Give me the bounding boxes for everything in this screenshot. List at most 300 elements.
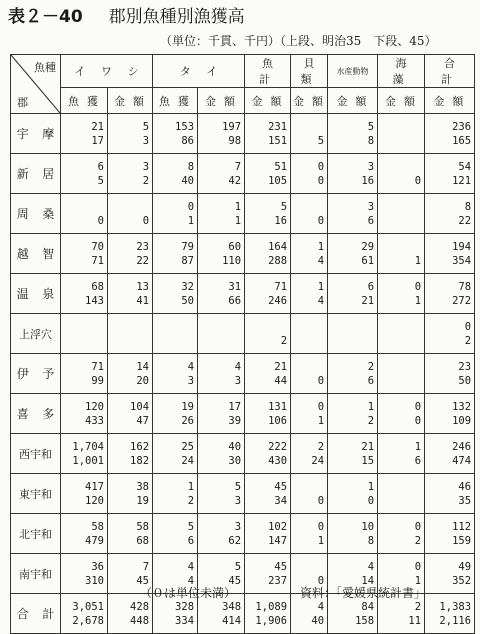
value-lower: 22 bbox=[458, 214, 472, 227]
subheader-amount: 金 額 bbox=[378, 88, 425, 114]
value-cell bbox=[328, 154, 378, 194]
value-upper: 71 bbox=[91, 360, 104, 373]
value-upper: 4 bbox=[317, 600, 325, 613]
value-upper: 1,383 bbox=[439, 600, 472, 613]
value-cell bbox=[328, 434, 378, 474]
fishery-table bbox=[10, 54, 475, 634]
value-lower: 106 bbox=[268, 414, 288, 427]
header-shellfish: 貝 類 bbox=[291, 55, 328, 88]
value-cell bbox=[61, 394, 108, 434]
value-lower bbox=[378, 374, 421, 388]
value-upper: 19 bbox=[181, 400, 195, 413]
value-lower: 0 bbox=[97, 214, 104, 227]
value-upper: 1 bbox=[317, 240, 325, 253]
value-upper: 0 bbox=[317, 520, 325, 533]
value-upper: 1 bbox=[367, 400, 375, 413]
value-lower: 21 bbox=[361, 294, 375, 307]
value-upper: 4 bbox=[187, 560, 195, 573]
table-body bbox=[11, 114, 475, 634]
subheader-catch: 魚 獲 bbox=[61, 88, 108, 114]
value-cell bbox=[328, 354, 378, 394]
value-lower: 3 bbox=[234, 494, 242, 507]
value-upper: 2 bbox=[317, 440, 325, 453]
value-lower: 2 bbox=[367, 414, 375, 427]
value-upper: 0 bbox=[464, 320, 472, 333]
table-title bbox=[8, 4, 478, 30]
value-cell bbox=[153, 234, 198, 274]
value-cell bbox=[198, 234, 245, 274]
source-note: 資料：「愛媛県統計書」 bbox=[300, 586, 427, 600]
value-upper: 1 bbox=[234, 200, 242, 213]
corner-cell bbox=[11, 55, 61, 114]
value-lower: 15 bbox=[361, 454, 375, 467]
value-cell bbox=[245, 194, 291, 234]
district-name: 北宇和 bbox=[11, 514, 61, 554]
value-lower: 35 bbox=[458, 494, 472, 507]
value-lower: 34 bbox=[274, 494, 288, 507]
value-upper: 0 bbox=[414, 520, 422, 533]
value-upper: 45 bbox=[274, 560, 288, 573]
value-lower: 71 bbox=[91, 254, 104, 267]
header-row-categories bbox=[11, 55, 475, 88]
value-cell bbox=[378, 314, 425, 354]
value-lower bbox=[291, 334, 324, 348]
value-lower: 121 bbox=[452, 174, 472, 187]
value-lower: 4 bbox=[187, 574, 195, 587]
value-cell bbox=[108, 154, 153, 194]
value-upper: 21 bbox=[274, 360, 288, 373]
value-upper bbox=[291, 480, 324, 494]
value-cell bbox=[198, 354, 245, 394]
value-lower: 1 bbox=[187, 214, 195, 227]
value-upper: 14 bbox=[136, 360, 150, 373]
value-cell bbox=[378, 194, 425, 234]
district-name: 伊 予 bbox=[11, 354, 61, 394]
value-cell bbox=[153, 474, 198, 514]
value-lower: 237 bbox=[268, 574, 288, 587]
value-lower bbox=[378, 214, 421, 228]
value-cell bbox=[153, 194, 198, 234]
district-row bbox=[11, 234, 475, 274]
value-lower: 40 bbox=[311, 614, 325, 627]
value-upper: 78 bbox=[458, 280, 472, 293]
value-cell bbox=[108, 314, 153, 354]
value-cell bbox=[198, 154, 245, 194]
value-lower: 47 bbox=[136, 414, 150, 427]
value-lower: 430 bbox=[268, 454, 288, 467]
value-cell bbox=[198, 114, 245, 154]
value-upper: 32 bbox=[181, 280, 195, 293]
value-cell bbox=[425, 394, 475, 434]
value-lower: 14 bbox=[361, 574, 375, 587]
value-cell bbox=[328, 234, 378, 274]
value-upper: 31 bbox=[228, 280, 242, 293]
value-lower: 2,116 bbox=[439, 614, 472, 627]
value-cell bbox=[108, 274, 153, 314]
value-cell bbox=[328, 274, 378, 314]
value-lower: 158 bbox=[355, 614, 375, 627]
value-upper bbox=[61, 320, 104, 334]
table-name: 郡別魚種別漁獲高 bbox=[108, 7, 245, 27]
value-cell bbox=[245, 434, 291, 474]
value-lower: 1 bbox=[317, 414, 325, 427]
value-lower: 50 bbox=[458, 374, 472, 387]
value-lower: 1,001 bbox=[72, 454, 104, 467]
value-upper: 36 bbox=[91, 560, 104, 573]
subheader-amount: 金 額 bbox=[291, 88, 328, 114]
value-lower: 6 bbox=[367, 374, 375, 387]
value-upper: 194 bbox=[452, 240, 472, 253]
value-lower: 45 bbox=[228, 574, 242, 587]
value-lower bbox=[108, 334, 149, 348]
header-row-subheaders bbox=[11, 88, 475, 114]
value-lower: 19 bbox=[136, 494, 150, 507]
value-lower: 2 bbox=[414, 534, 422, 547]
value-cell bbox=[328, 514, 378, 554]
value-cell bbox=[108, 474, 153, 514]
value-lower: 334 bbox=[175, 614, 195, 627]
value-upper: 3 bbox=[234, 520, 242, 533]
value-lower: 68 bbox=[136, 534, 150, 547]
value-upper: 348 bbox=[222, 600, 242, 613]
value-lower: 8 bbox=[367, 534, 375, 547]
corner-label-fish-type: 魚種 bbox=[34, 61, 56, 74]
value-cell bbox=[425, 114, 475, 154]
value-cell bbox=[291, 234, 328, 274]
value-cell bbox=[378, 434, 425, 474]
value-upper: 197 bbox=[222, 120, 242, 133]
value-lower: 0 bbox=[414, 414, 422, 427]
value-upper: 428 bbox=[130, 600, 150, 613]
value-cell bbox=[291, 114, 328, 154]
value-cell bbox=[378, 474, 425, 514]
district-name: 喜 多 bbox=[11, 394, 61, 434]
value-lower: 0 bbox=[142, 214, 150, 227]
value-lower: 2 bbox=[464, 334, 472, 347]
value-lower: 5 bbox=[97, 174, 104, 187]
value-cell bbox=[245, 234, 291, 274]
value-cell bbox=[153, 274, 198, 314]
district-row bbox=[11, 354, 475, 394]
value-cell bbox=[61, 474, 108, 514]
district-name: 越 智 bbox=[11, 234, 61, 274]
value-cell bbox=[108, 194, 153, 234]
value-upper bbox=[291, 360, 324, 374]
value-cell bbox=[108, 514, 153, 554]
value-lower: 11 bbox=[408, 614, 422, 627]
value-cell bbox=[198, 514, 245, 554]
value-cell bbox=[328, 114, 378, 154]
district-name: 温 泉 bbox=[11, 274, 61, 314]
value-lower: 16 bbox=[274, 214, 288, 227]
value-lower: 24 bbox=[181, 454, 195, 467]
district-row bbox=[11, 314, 475, 354]
value-upper: 21 bbox=[91, 120, 104, 133]
value-upper: 7 bbox=[234, 160, 242, 173]
value-upper: 84 bbox=[361, 600, 375, 613]
value-lower: 1 bbox=[414, 574, 422, 587]
value-cell bbox=[198, 434, 245, 474]
value-lower: 147 bbox=[268, 534, 288, 547]
value-upper: 0 bbox=[317, 160, 325, 173]
value-cell bbox=[378, 234, 425, 274]
subheader-amount: 金 額 bbox=[198, 88, 245, 114]
value-lower: 414 bbox=[222, 614, 242, 627]
district-row bbox=[11, 154, 475, 194]
value-upper: 4 bbox=[367, 560, 375, 573]
footnote: （０は単位未満） bbox=[140, 586, 237, 600]
value-lower: 98 bbox=[228, 134, 242, 147]
value-upper bbox=[198, 320, 241, 334]
value-lower bbox=[328, 334, 374, 348]
value-upper: 417 bbox=[85, 480, 104, 493]
value-upper: 164 bbox=[268, 240, 288, 253]
value-lower: 0 bbox=[317, 374, 325, 387]
value-cell bbox=[425, 314, 475, 354]
value-upper: 104 bbox=[130, 400, 150, 413]
table-footer bbox=[0, 582, 480, 604]
value-lower: 0 bbox=[317, 174, 325, 187]
value-cell bbox=[378, 394, 425, 434]
value-lower: 354 bbox=[452, 254, 472, 267]
total-label: 合 計 bbox=[11, 594, 61, 634]
value-cell bbox=[425, 274, 475, 314]
value-upper: 1 bbox=[367, 480, 375, 493]
value-upper: 13 bbox=[136, 280, 150, 293]
value-cell bbox=[378, 154, 425, 194]
value-cell bbox=[425, 434, 475, 474]
value-cell bbox=[291, 314, 328, 354]
value-upper: 3 bbox=[367, 200, 375, 213]
value-upper: 4 bbox=[234, 360, 242, 373]
subheader-amount: 金 額 bbox=[108, 88, 153, 114]
value-lower: 41 bbox=[136, 294, 150, 307]
value-lower: 120 bbox=[85, 494, 104, 507]
value-lower: 1 bbox=[234, 214, 242, 227]
value-upper: 1 bbox=[414, 440, 422, 453]
value-cell bbox=[328, 314, 378, 354]
value-cell bbox=[153, 434, 198, 474]
value-upper: 2 bbox=[367, 360, 375, 373]
value-lower: 24 bbox=[311, 454, 325, 467]
value-lower: 99 bbox=[91, 374, 104, 387]
value-cell bbox=[291, 354, 328, 394]
value-upper: 3 bbox=[142, 160, 150, 173]
value-lower: 288 bbox=[268, 254, 288, 267]
value-upper: 2 bbox=[414, 600, 422, 613]
value-cell bbox=[245, 354, 291, 394]
value-cell bbox=[153, 314, 198, 354]
value-upper: 8 bbox=[464, 200, 472, 213]
value-lower: 0 bbox=[317, 574, 325, 587]
value-cell bbox=[245, 154, 291, 194]
value-lower: 39 bbox=[228, 414, 242, 427]
value-lower: 87 bbox=[181, 254, 195, 267]
value-lower: 109 bbox=[452, 414, 472, 427]
value-upper: 40 bbox=[228, 440, 242, 453]
value-upper: 5 bbox=[367, 120, 375, 133]
value-lower: 159 bbox=[452, 534, 472, 547]
value-upper: 21 bbox=[361, 440, 375, 453]
header-marine-animals: 水産動物 bbox=[328, 55, 378, 88]
value-upper bbox=[245, 320, 287, 334]
subheader-amount: 金 額 bbox=[328, 88, 378, 114]
value-cell bbox=[245, 394, 291, 434]
value-cell bbox=[61, 274, 108, 314]
value-cell bbox=[425, 154, 475, 194]
value-upper: 68 bbox=[91, 280, 104, 293]
value-cell bbox=[328, 394, 378, 434]
value-cell bbox=[108, 234, 153, 274]
value-upper: 8 bbox=[187, 160, 195, 173]
value-lower: 3 bbox=[187, 374, 195, 387]
value-cell bbox=[378, 514, 425, 554]
value-upper: 45 bbox=[274, 480, 288, 493]
value-upper: 0 bbox=[414, 280, 422, 293]
district-name: 西宇和 bbox=[11, 434, 61, 474]
value-cell bbox=[245, 514, 291, 554]
units-note: （単位：千貫、千円）（上段、明治35 下段、45） bbox=[160, 34, 437, 48]
value-lower: 0 bbox=[317, 494, 325, 507]
value-lower: 20 bbox=[136, 374, 150, 387]
header-sea-bream: タ イ bbox=[153, 55, 245, 88]
value-upper bbox=[108, 320, 149, 334]
value-cell bbox=[153, 514, 198, 554]
value-upper: 231 bbox=[268, 120, 288, 133]
value-cell bbox=[291, 154, 328, 194]
value-cell bbox=[198, 474, 245, 514]
value-cell bbox=[153, 354, 198, 394]
value-lower: 151 bbox=[268, 134, 288, 147]
value-lower: 5 bbox=[317, 134, 325, 147]
value-upper: 162 bbox=[130, 440, 150, 453]
value-upper: 222 bbox=[268, 440, 288, 453]
value-lower: 246 bbox=[268, 294, 288, 307]
value-upper: 29 bbox=[361, 240, 375, 253]
district-name: 南宇和 bbox=[11, 554, 61, 594]
value-cell bbox=[198, 394, 245, 434]
value-lower: 62 bbox=[228, 534, 242, 547]
value-cell bbox=[153, 114, 198, 154]
value-lower: 1,906 bbox=[255, 614, 288, 627]
value-cell bbox=[61, 114, 108, 154]
value-upper: 70 bbox=[91, 240, 104, 253]
value-upper: 4 bbox=[187, 360, 195, 373]
value-lower: 352 bbox=[452, 574, 472, 587]
table-number: 表２－40 bbox=[8, 7, 83, 27]
value-cell bbox=[61, 154, 108, 194]
district-row bbox=[11, 434, 475, 474]
value-upper bbox=[61, 200, 104, 214]
value-upper: 7 bbox=[142, 560, 150, 573]
value-cell bbox=[378, 274, 425, 314]
value-lower bbox=[198, 334, 241, 348]
value-upper: 58 bbox=[136, 520, 150, 533]
district-name: 新 居 bbox=[11, 154, 61, 194]
value-lower: 448 bbox=[130, 614, 150, 627]
value-upper: 60 bbox=[228, 240, 242, 253]
value-cell bbox=[108, 434, 153, 474]
value-upper: 120 bbox=[85, 400, 104, 413]
value-lower: 165 bbox=[452, 134, 472, 147]
value-upper: 58 bbox=[91, 520, 104, 533]
value-upper: 38 bbox=[136, 480, 150, 493]
value-lower: 479 bbox=[85, 534, 104, 547]
value-cell bbox=[198, 274, 245, 314]
value-lower: 3 bbox=[142, 134, 150, 147]
value-cell bbox=[291, 434, 328, 474]
value-lower: 26 bbox=[181, 414, 195, 427]
value-upper bbox=[378, 480, 421, 494]
district-row bbox=[11, 194, 475, 234]
value-upper bbox=[378, 120, 421, 134]
value-upper: 131 bbox=[268, 400, 288, 413]
district-name: 上浮穴 bbox=[11, 314, 61, 354]
value-upper: 10 bbox=[361, 520, 375, 533]
value-cell bbox=[425, 194, 475, 234]
value-cell bbox=[61, 354, 108, 394]
value-lower: 2 bbox=[280, 334, 288, 347]
value-lower: 40 bbox=[181, 174, 195, 187]
value-cell bbox=[291, 474, 328, 514]
value-upper: 23 bbox=[458, 360, 472, 373]
value-upper: 5 bbox=[234, 560, 242, 573]
value-lower: 182 bbox=[130, 454, 150, 467]
district-row bbox=[11, 274, 475, 314]
value-upper: 153 bbox=[175, 120, 195, 133]
district-name: 宇 摩 bbox=[11, 114, 61, 154]
value-cell bbox=[108, 394, 153, 434]
value-lower: 2,678 bbox=[72, 614, 104, 627]
value-lower: 474 bbox=[452, 454, 472, 467]
value-lower: 42 bbox=[228, 174, 242, 187]
value-upper bbox=[378, 240, 421, 254]
value-upper bbox=[291, 560, 324, 574]
value-upper: 0 bbox=[187, 200, 195, 213]
value-lower bbox=[378, 134, 421, 148]
value-lower bbox=[378, 494, 421, 508]
value-upper: 5 bbox=[187, 520, 195, 533]
value-lower: 4 bbox=[317, 294, 325, 307]
value-cell bbox=[425, 474, 475, 514]
value-lower bbox=[378, 334, 421, 348]
value-lower: 4 bbox=[317, 254, 325, 267]
value-upper: 246 bbox=[452, 440, 472, 453]
value-upper: 51 bbox=[274, 160, 288, 173]
district-row bbox=[11, 514, 475, 554]
value-upper: 236 bbox=[452, 120, 472, 133]
district-row bbox=[11, 394, 475, 434]
value-lower: 110 bbox=[222, 254, 242, 267]
value-lower: 3 bbox=[234, 374, 242, 387]
value-upper: 6 bbox=[97, 160, 104, 173]
value-cell bbox=[153, 394, 198, 434]
value-lower: 272 bbox=[452, 294, 472, 307]
value-cell bbox=[425, 234, 475, 274]
value-upper: 23 bbox=[136, 240, 150, 253]
value-cell bbox=[328, 474, 378, 514]
value-upper bbox=[108, 200, 149, 214]
value-cell bbox=[291, 194, 328, 234]
subheader-catch: 魚 獲 bbox=[153, 88, 198, 114]
value-lower: 50 bbox=[181, 294, 195, 307]
value-upper: 328 bbox=[175, 600, 195, 613]
value-cell bbox=[291, 514, 328, 554]
value-upper: 6 bbox=[367, 280, 375, 293]
subheader-amount: 金 額 bbox=[425, 88, 475, 114]
value-lower: 45 bbox=[136, 574, 150, 587]
value-cell bbox=[378, 354, 425, 394]
